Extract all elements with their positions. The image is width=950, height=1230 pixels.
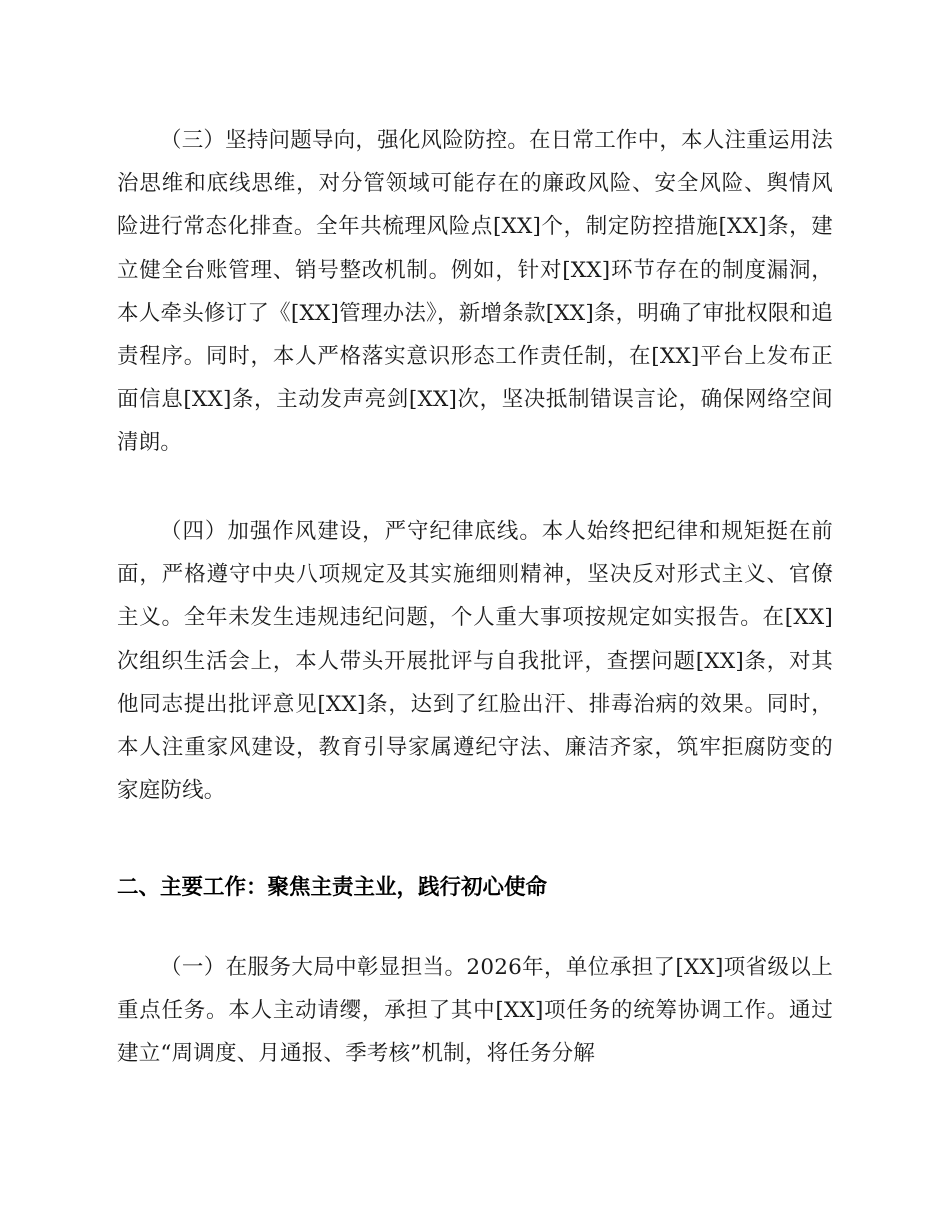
paragraph-work-style: （四）加强作风建设，严守纪律底线。本人始终把纪律和规矩挺在前面，严格遵守中央八项规定及其实施细则精神，坚决反对形式主义、官僚主义。全年未发生违规违纪问题，个人重大事项按规定如实报告。在[XX]次组织生活会上，本人带头开展批评与自我批评，查摆问题[XX]条，对其他同志提出批评意见[XX]条，达到了红脸出汗、排毒治病的效果。同时，本人注重家风建设，教育引导家属遵纪守法、廉洁齐家，筑牢拒腐防变的家庭防线。 — [117, 519, 833, 804]
section-heading-main-work: 二、主要工作：聚焦主责主业，践行初心使命 — [117, 875, 548, 900]
paragraph-serve-overall: （一）在服务大局中彰显担当。2026年，单位承担了[XX]项省级以上重点任务。本人主动请缨，承担了其中[XX]项任务的统筹协调工作。通过建立“周调度、月通报、季考核”机制，将任务分解 — [117, 955, 833, 1067]
paragraph-risk-control: （三）坚持问题导向，强化风险防控。在日常工作中，本人注重运用法治思维和底线思维，对分管领域可能存在的廉政风险、安全风险、舆情风险进行常态化排查。全年共梳理风险点[XX]个，制定防控措施[XX]条，建立健全台账管理、销号整改机制。例如，针对[XX]环节存在的制度漏洞，本人牵头修订了《[XX]管理办法》，新增条款[XX]条，明确了审批权限和追责程序。同时，本人严格落实意识形态工作责任制，在[XX]平台上发布正面信息[XX]条，主动发声亮剑[XX]次，坚决抵制错误言论，确保网络空间清朗。 — [117, 128, 833, 456]
